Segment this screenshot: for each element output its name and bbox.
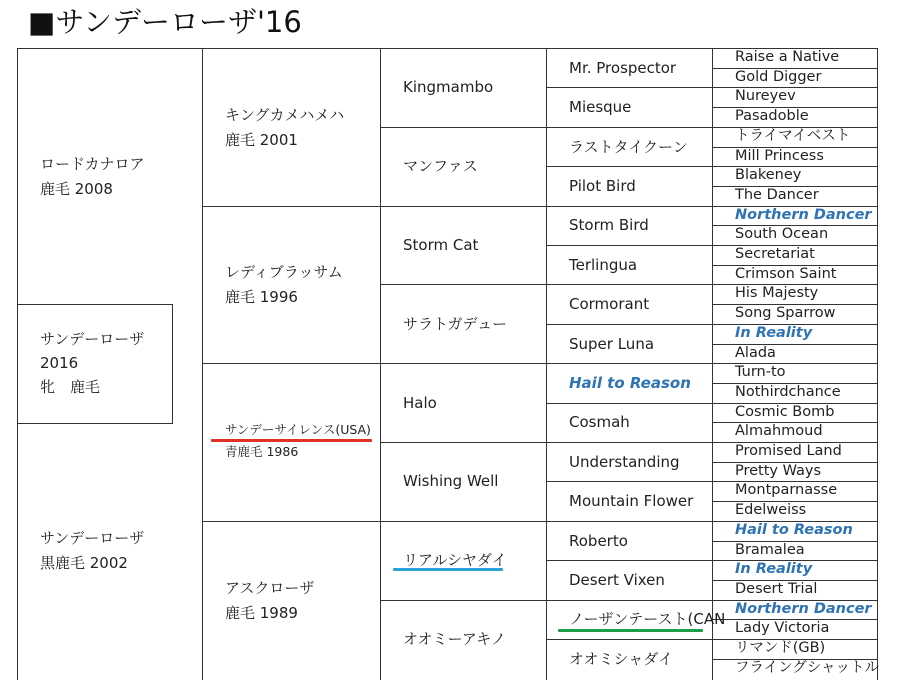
gen4-name: Terlingua xyxy=(569,256,638,274)
gen5-name: The Dancer xyxy=(735,187,819,203)
grid-line xyxy=(546,127,712,128)
gen5-name: Secretariat xyxy=(735,246,815,262)
gen5-name: Cosmic Bomb xyxy=(735,404,835,420)
gen5-name: Desert Trial xyxy=(735,581,818,597)
gen5-name: His Majesty xyxy=(735,285,819,301)
subject-name: サンデーローザ xyxy=(40,330,145,348)
grid-line xyxy=(546,521,712,522)
gen2-detail: 鹿毛 2001 xyxy=(225,131,298,149)
gen5-name: Pretty Ways xyxy=(735,463,822,479)
gen2-name: サンデーサイレンス(USA) xyxy=(225,422,371,437)
gen3-name: サラトガデュー xyxy=(403,315,508,333)
grid-line xyxy=(172,304,173,423)
grid-line xyxy=(546,166,712,167)
gen5-name: Alada xyxy=(735,345,776,361)
grid-line xyxy=(380,363,546,364)
gen5-name: Raise a Native xyxy=(735,49,840,65)
grid-line xyxy=(202,363,380,364)
gen3-name: Kingmambo xyxy=(403,78,494,96)
grid-line xyxy=(546,403,712,404)
gen4-name: Storm Bird xyxy=(569,216,649,234)
gen4-name: Mr. Prospector xyxy=(569,59,677,77)
grid-line xyxy=(380,442,546,443)
sire-name: ロードカナロア xyxy=(40,155,145,173)
gen5-name: Song Sparrow xyxy=(735,305,836,321)
subject-year: 2016 xyxy=(40,354,79,372)
gen5-name: Edelweiss xyxy=(735,502,807,518)
gen5-name: In Reality xyxy=(735,561,813,577)
gen5-name: Montparnasse xyxy=(735,482,838,498)
gen5-name: Hail to Reason xyxy=(735,522,853,538)
gen4-name: ノーザンテースト(CAN xyxy=(569,610,726,628)
gen2-name: キングカメハメハ xyxy=(225,106,345,124)
grid-line xyxy=(546,639,712,640)
gen5-name: Nureyev xyxy=(735,88,796,104)
dam-detail: 黒鹿毛 2002 xyxy=(40,554,128,572)
grid-line xyxy=(202,521,380,522)
gen4-name: Miesque xyxy=(569,98,632,116)
gen4-name: Desert Vixen xyxy=(569,571,665,589)
grid-line xyxy=(17,48,18,680)
red-underline xyxy=(211,439,372,442)
gen5-name: Northern Dancer xyxy=(735,207,872,223)
gen4-name: Cosmah xyxy=(569,413,630,431)
gen4-name: Mountain Flower xyxy=(569,492,694,510)
grid-line xyxy=(17,304,173,305)
grid-line xyxy=(202,48,203,680)
gen4-name: ラストタイクーン xyxy=(569,138,688,156)
gen5-name: トライマイベスト xyxy=(735,128,851,144)
gen4-name: Pilot Bird xyxy=(569,177,636,195)
subject-detail: 牝 鹿毛 xyxy=(40,378,101,396)
gen5-name: Mill Princess xyxy=(735,148,824,164)
gen3-name: Halo xyxy=(403,394,437,412)
grid-line xyxy=(546,442,712,443)
gen5-name: Northern Dancer xyxy=(735,601,872,617)
gen5-name: South Ocean xyxy=(735,226,829,242)
gen5-name: リマンド(GB) xyxy=(735,640,826,656)
gen5-name: Lady Victoria xyxy=(735,620,830,636)
gen3-name: マンファス xyxy=(403,157,478,175)
grid-line xyxy=(546,245,712,246)
sire-detail: 鹿毛 2008 xyxy=(40,180,113,198)
green-underline xyxy=(558,629,703,632)
gen3-name: Wishing Well xyxy=(403,472,499,490)
gen5-name: Pasadoble xyxy=(735,108,809,124)
gen2-name: レディブラッサム xyxy=(225,263,343,281)
gen3-name: Storm Cat xyxy=(403,236,479,254)
grid-line xyxy=(546,481,712,482)
grid-line xyxy=(202,206,380,207)
page-title: ■サンデーローザ'16 xyxy=(28,5,302,39)
grid-line xyxy=(546,206,712,207)
grid-line xyxy=(380,206,546,207)
grid-line xyxy=(877,48,878,680)
dam-name: サンデーローザ xyxy=(40,529,145,547)
gen4-name: Understanding xyxy=(569,453,680,471)
gen3-name: リアルシヤダイ xyxy=(403,551,507,569)
gen4-name: Roberto xyxy=(569,532,628,550)
grid-line xyxy=(380,521,546,522)
grid-line xyxy=(380,127,546,128)
grid-line xyxy=(380,284,546,285)
gen3-name: オオミーアキノ xyxy=(403,630,506,648)
gen5-name: Bramalea xyxy=(735,542,805,558)
gen5-name: フライングシャットル xyxy=(735,660,879,676)
gen2-detail: 鹿毛 1989 xyxy=(225,604,298,622)
gen5-name: Nothirdchance xyxy=(735,384,841,400)
gen4-name: Hail to Reason xyxy=(569,374,691,392)
gen5-name: Promised Land xyxy=(735,443,842,459)
grid-line xyxy=(546,600,712,601)
grid-line xyxy=(380,600,546,601)
gen4-name: Super Luna xyxy=(569,335,655,353)
gen4-name: Cormorant xyxy=(569,295,650,313)
grid-line xyxy=(712,48,713,680)
gen5-name: Almahmoud xyxy=(735,423,823,439)
gen5-name: In Reality xyxy=(735,325,813,341)
grid-line xyxy=(17,423,173,424)
gen4-name: オオミシャダイ xyxy=(569,650,673,668)
grid-line xyxy=(546,284,712,285)
gen5-name: Gold Digger xyxy=(735,69,822,85)
gen5-name: Crimson Saint xyxy=(735,266,837,282)
grid-line xyxy=(546,48,547,680)
gen2-detail: 青鹿毛 1986 xyxy=(225,444,299,459)
grid-line xyxy=(546,363,712,364)
grid-line xyxy=(546,560,712,561)
gen2-detail: 鹿毛 1996 xyxy=(225,288,298,306)
grid-line xyxy=(380,48,381,680)
gen2-name: アスクローザ xyxy=(225,579,315,597)
grid-line xyxy=(546,324,712,325)
grid-line xyxy=(546,87,712,88)
gen5-name: Blakeney xyxy=(735,167,802,183)
gen5-name: Turn-to xyxy=(735,364,786,380)
